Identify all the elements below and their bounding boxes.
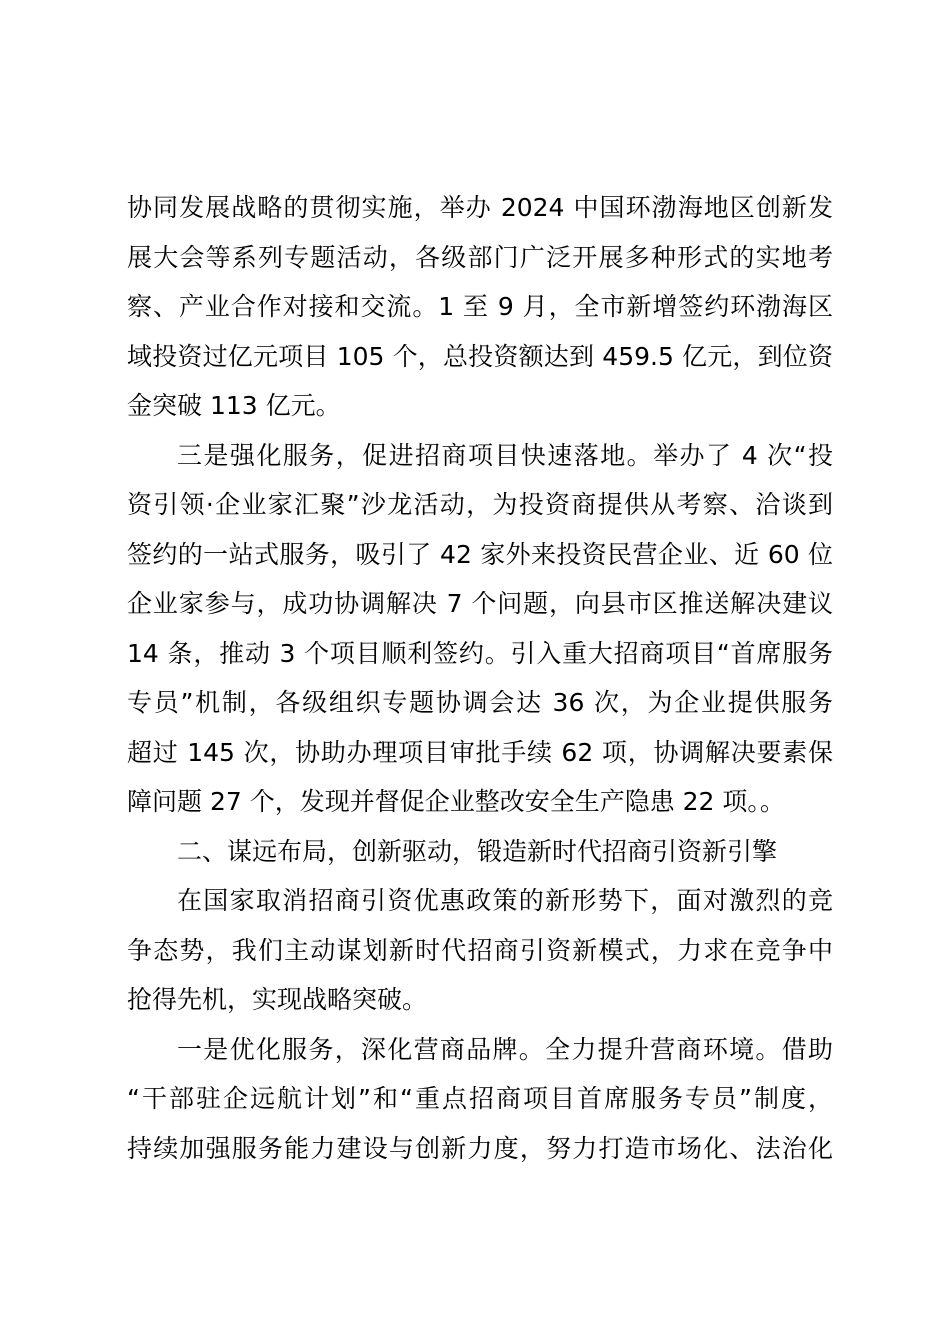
paragraph-line: 专员”机制，各级组织专题协调会达 36 次，为企业提供服务	[127, 688, 833, 717]
paragraph-line: 签约的一站式服务，吸引了 42 家外来投资民营企业、近 60 位	[127, 539, 833, 569]
paragraph-line: 三是强化服务，促进招商项目快速落地。举办了 4 次“投	[177, 440, 833, 470]
paragraph-line: 障问题 27 个，发现并督促企业整改安全生产隐患 22 项。。	[127, 787, 785, 816]
document-body	[127, 183, 833, 1173]
paragraph-line: 展大会等系列专题活动，各级部门广泛开展多种形式的实地考	[127, 242, 833, 272]
paragraph-line: 抢得先机，实现战略突破。	[127, 985, 428, 1014]
paragraph-line: 察、产业合作对接和交流。1 至 9 月，全市新增签约环渤海区	[127, 292, 833, 321]
paragraph-line: 争态势，我们主动谋划新时代招商引资新模式，力求在竞争中	[127, 935, 833, 965]
paragraph-line: 域投资过亿元项目 105 个，总投资额达到 459.5 亿元，到位资	[127, 341, 833, 371]
paragraph-line: 持续加强服务能力建设与创新力度，努力打造市场化、法治化	[127, 1133, 833, 1163]
paragraph-line: 企业家参与，成功协调解决 7 个问题，向县市区推送解决建议	[127, 589, 833, 618]
paragraph-line: 14 条，推动 3 个项目顺利签约。引入重大招商项目“首席服务	[127, 638, 833, 668]
paragraph-line: 金突破 113 亿元。	[127, 391, 341, 420]
paragraph-line: 资引领·企业家汇聚”沙龙活动，为投资商提供从考察、洽谈到	[127, 490, 833, 519]
paragraph-line: 在国家取消招商引资优惠政策的新形势下，面对激烈的竞	[177, 886, 833, 915]
paragraph-line: “干部驻企远航计划”和“重点招商项目首席服务专员”制度，	[127, 1084, 833, 1113]
paragraph-line: 超过 145 次，协助办理项目审批手续 62 项，协调解决要素保	[127, 737, 833, 767]
paragraph-line: 协同发展战略的贯彻实施，举办 2024 中国环渤海地区创新发	[127, 193, 833, 222]
paragraph-line: 一是优化服务，深化营商品牌。全力提升营商环境。借助	[177, 1034, 833, 1064]
section-heading: 二、谋远布局，创新驱动，锻造新时代招商引资新引擎	[177, 836, 778, 866]
